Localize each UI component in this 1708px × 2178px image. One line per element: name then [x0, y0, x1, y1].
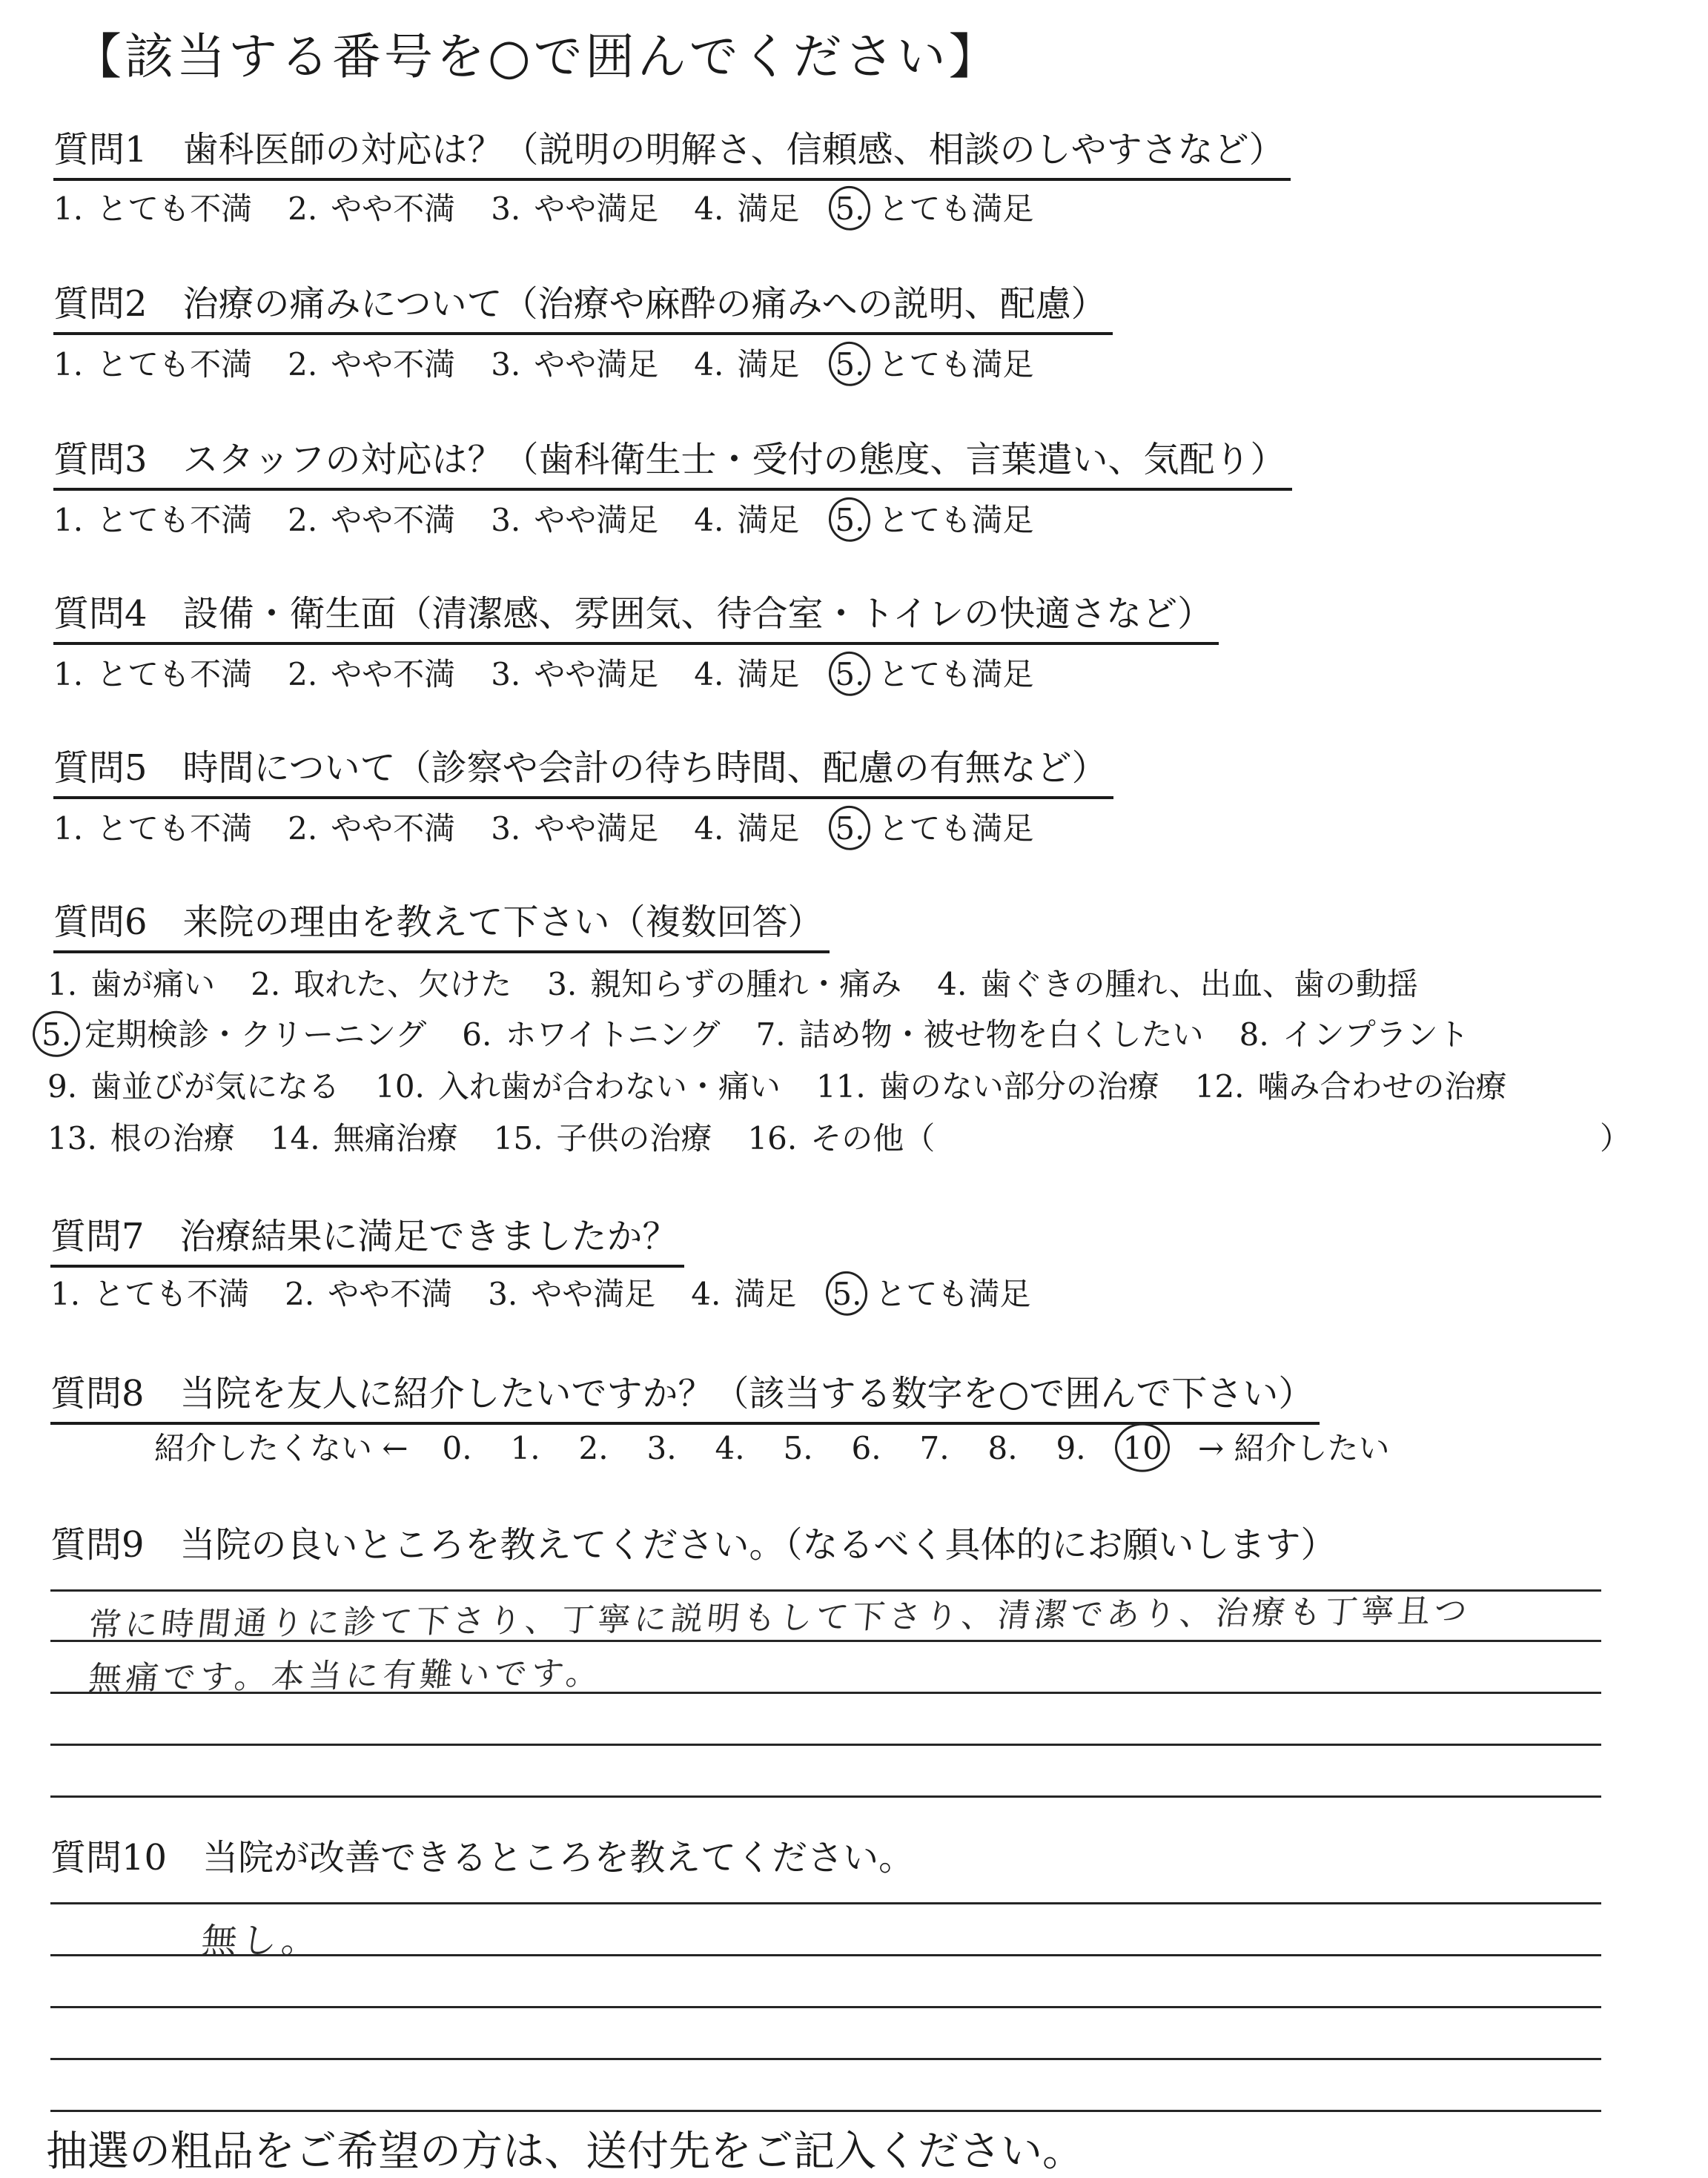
q6-row-3 [47, 1065, 1543, 1109]
q4-option-3[interactable]: 3. やや満足 [491, 656, 659, 692]
q2-option-2[interactable]: 2. やや不満 [288, 346, 456, 383]
q9-handwritten-answer-line-2[interactable]: 無痛です。本当に有難いです。 [87, 1654, 605, 1698]
q1-option-3[interactable]: 3. やや満足 [491, 191, 659, 227]
question-3-title: 質問3 スタッフの対応は？（歯科衛生士・受付の態度、言葉遣い、気配り） [53, 436, 1292, 491]
question-2 [53, 280, 1113, 335]
question-3 [53, 436, 1292, 491]
q6-option-11[interactable]: 11. 歯のない部分の治療 [815, 1068, 1159, 1105]
q7-option-2[interactable]: 2. やや不満 [285, 1276, 453, 1312]
q3-option-2[interactable]: 2. やや不満 [288, 502, 456, 538]
question-5-options [53, 807, 1069, 851]
question-9-title: 質問9 当院の良いところを教えてください。（なるべく具体的にお願いします） [50, 1524, 1337, 1566]
q7-option-3[interactable]: 3. やや満足 [488, 1276, 656, 1312]
q6-option-9[interactable]: 9. 歯並びが気になる [47, 1068, 340, 1105]
q8-scale-0[interactable]: 0. [442, 1430, 472, 1466]
q6-other-close-paren: ） [1600, 1120, 1632, 1156]
q6-option-8[interactable]: 8. インプラント [1239, 1016, 1469, 1053]
q4-option-1[interactable]: 1. とても不満 [53, 656, 253, 692]
q8-scale [154, 1426, 1390, 1471]
q6-option-5-circled[interactable]: 5. 定期検診・クリーニング [42, 1013, 426, 1057]
question-4 [53, 590, 1219, 645]
q2-option-3[interactable]: 3. やや満足 [491, 346, 659, 383]
q7-option-4[interactable]: 4. 満足 [691, 1276, 797, 1312]
q5-option-5-circled[interactable]: 5. とても満足 [835, 807, 1033, 851]
question-8-title: 質問8 当院を友人に紹介したいですか？（該当する数字を○で囲んで下さい） [50, 1370, 1320, 1425]
q5-option-4[interactable]: 4. 満足 [694, 810, 800, 847]
question-4-options [53, 652, 1069, 697]
q3-option-5-circled[interactable]: 5. とても満足 [835, 498, 1033, 543]
q1-option-4[interactable]: 4. 満足 [694, 191, 800, 227]
q5-option-2[interactable]: 2. やや不満 [288, 810, 456, 847]
q10-answer-line-5 [50, 2110, 1601, 2112]
q1-option-2[interactable]: 2. やや不満 [288, 191, 456, 227]
question-8 [50, 1370, 1320, 1425]
question-7 [50, 1213, 684, 1268]
q6-row-4 [47, 1116, 970, 1161]
q6-option-3[interactable]: 3. 親知らずの腫れ・痛み [547, 966, 902, 1002]
q7-option-1[interactable]: 1. とても不満 [50, 1276, 250, 1312]
question-5-title: 質問5 時間について（診察や会計の待ち時間、配慮の有無など） [53, 744, 1113, 799]
question-6-title: 質問6 来院の理由を教えて下さい（複数回答） [53, 898, 830, 953]
q9-answer-line-5 [50, 1795, 1601, 1798]
q8-scale-9[interactable]: 9. [1056, 1430, 1086, 1466]
q7-option-5-circled[interactable]: 5. とても満足 [832, 1272, 1030, 1317]
q8-scale-8[interactable]: 8. [987, 1430, 1018, 1466]
q6-row-1 [47, 962, 1454, 1007]
q9-answer-line-4 [50, 1744, 1601, 1746]
question-7-title: 質問7 治療結果に満足できましたか？ [50, 1213, 684, 1268]
q3-option-3[interactable]: 3. やや満足 [491, 502, 659, 538]
q6-option-16-other[interactable]: 16. その他（ [747, 1120, 936, 1156]
question-5 [53, 744, 1113, 799]
q10-answer-line-1 [50, 1902, 1601, 1904]
q4-option-2[interactable]: 2. やや不満 [288, 656, 456, 692]
q6-option-14[interactable]: 14. 無痛治療 [270, 1120, 458, 1156]
q5-option-1[interactable]: 1. とても不満 [53, 810, 253, 847]
q6-option-4[interactable]: 4. 歯ぐきの腫れ、出血、歯の動揺 [937, 966, 1418, 1002]
q8-scale-5[interactable]: 5. [783, 1430, 813, 1466]
q6-option-10[interactable]: 10. 入れ歯が合わない・痛い [375, 1068, 781, 1105]
q4-option-5-circled[interactable]: 5. とても満足 [835, 652, 1033, 697]
question-2-title: 質問2 治療の痛みについて（治療や麻酔の痛みへの説明、配慮） [53, 280, 1113, 335]
question-2-options [53, 342, 1069, 387]
q8-scale-4[interactable]: 4. [715, 1430, 745, 1466]
question-10-title: 質問10 当院が改善できるところを教えてください。 [50, 1837, 915, 1879]
q3-option-4[interactable]: 4. 満足 [694, 502, 800, 538]
q5-option-3[interactable]: 3. やや満足 [491, 810, 659, 847]
question-6 [53, 898, 830, 953]
form-header-title: 【該当する番号を○で囲んでください】 [73, 28, 1001, 85]
question-1-title: 質問1 歯科医師の対応は？（説明の明解さ、信頼感、相談のしやすさなど） [53, 126, 1291, 181]
q6-option-7[interactable]: 7. 詰め物・被せ物を白くしたい [755, 1016, 1204, 1053]
q8-scale-2[interactable]: 2. [578, 1430, 609, 1466]
q6-option-2[interactable]: 2. 取れた、欠けた [251, 966, 512, 1002]
q8-left-label: 紹介したくない ← [154, 1430, 408, 1466]
q10-handwritten-answer[interactable]: 無し。 [199, 1919, 324, 1962]
q10-answer-line-4 [50, 2058, 1601, 2060]
q8-scale-10-circled[interactable]: 10 [1123, 1426, 1162, 1471]
q2-option-4[interactable]: 4. 満足 [694, 346, 800, 383]
q6-option-1[interactable]: 1. 歯が痛い [47, 966, 216, 1002]
q6-option-13[interactable]: 13. 根の治療 [47, 1120, 235, 1156]
q2-option-1[interactable]: 1. とても不満 [53, 346, 253, 383]
q1-option-5-circled[interactable]: 5. とても満足 [835, 187, 1033, 231]
q3-option-1[interactable]: 1. とても不満 [53, 502, 253, 538]
question-4-title: 質問4 設備・衛生面（清潔感、雰囲気、待合室・トイレの快適さなど） [53, 590, 1219, 645]
q6-option-15[interactable]: 15. 子供の治療 [493, 1120, 712, 1156]
q6-row-2 [42, 1013, 1505, 1057]
question-1 [53, 126, 1291, 181]
q1-option-1[interactable]: 1. とても不満 [53, 191, 253, 227]
q8-scale-3[interactable]: 3. [646, 1430, 677, 1466]
q9-handwritten-answer-line-1[interactable]: 常に時間通りに診て下さり、丁寧に説明もして下さり、清潔であり、治療も丁寧且つ [87, 1592, 1472, 1644]
q8-scale-1[interactable]: 1. [510, 1430, 540, 1466]
q6-option-6[interactable]: 6. ホワイトニング [462, 1016, 721, 1053]
q4-option-4[interactable]: 4. 満足 [694, 656, 800, 692]
question-1-options [53, 187, 1069, 231]
q8-right-label: → 紹介したい [1198, 1430, 1390, 1466]
question-7-options [50, 1272, 1066, 1317]
footer-text: 抽選の粗品をご希望の方は、送付先をご記入ください。 [46, 2128, 1084, 2176]
q10-answer-line-3 [50, 2006, 1601, 2008]
question-3-options [53, 498, 1069, 543]
q8-scale-6[interactable]: 6. [851, 1430, 881, 1466]
q2-option-5-circled[interactable]: 5. とても満足 [835, 342, 1033, 387]
q6-option-12[interactable]: 12. 噛み合わせの治療 [1194, 1068, 1507, 1105]
q8-scale-7[interactable]: 7. [919, 1430, 950, 1466]
